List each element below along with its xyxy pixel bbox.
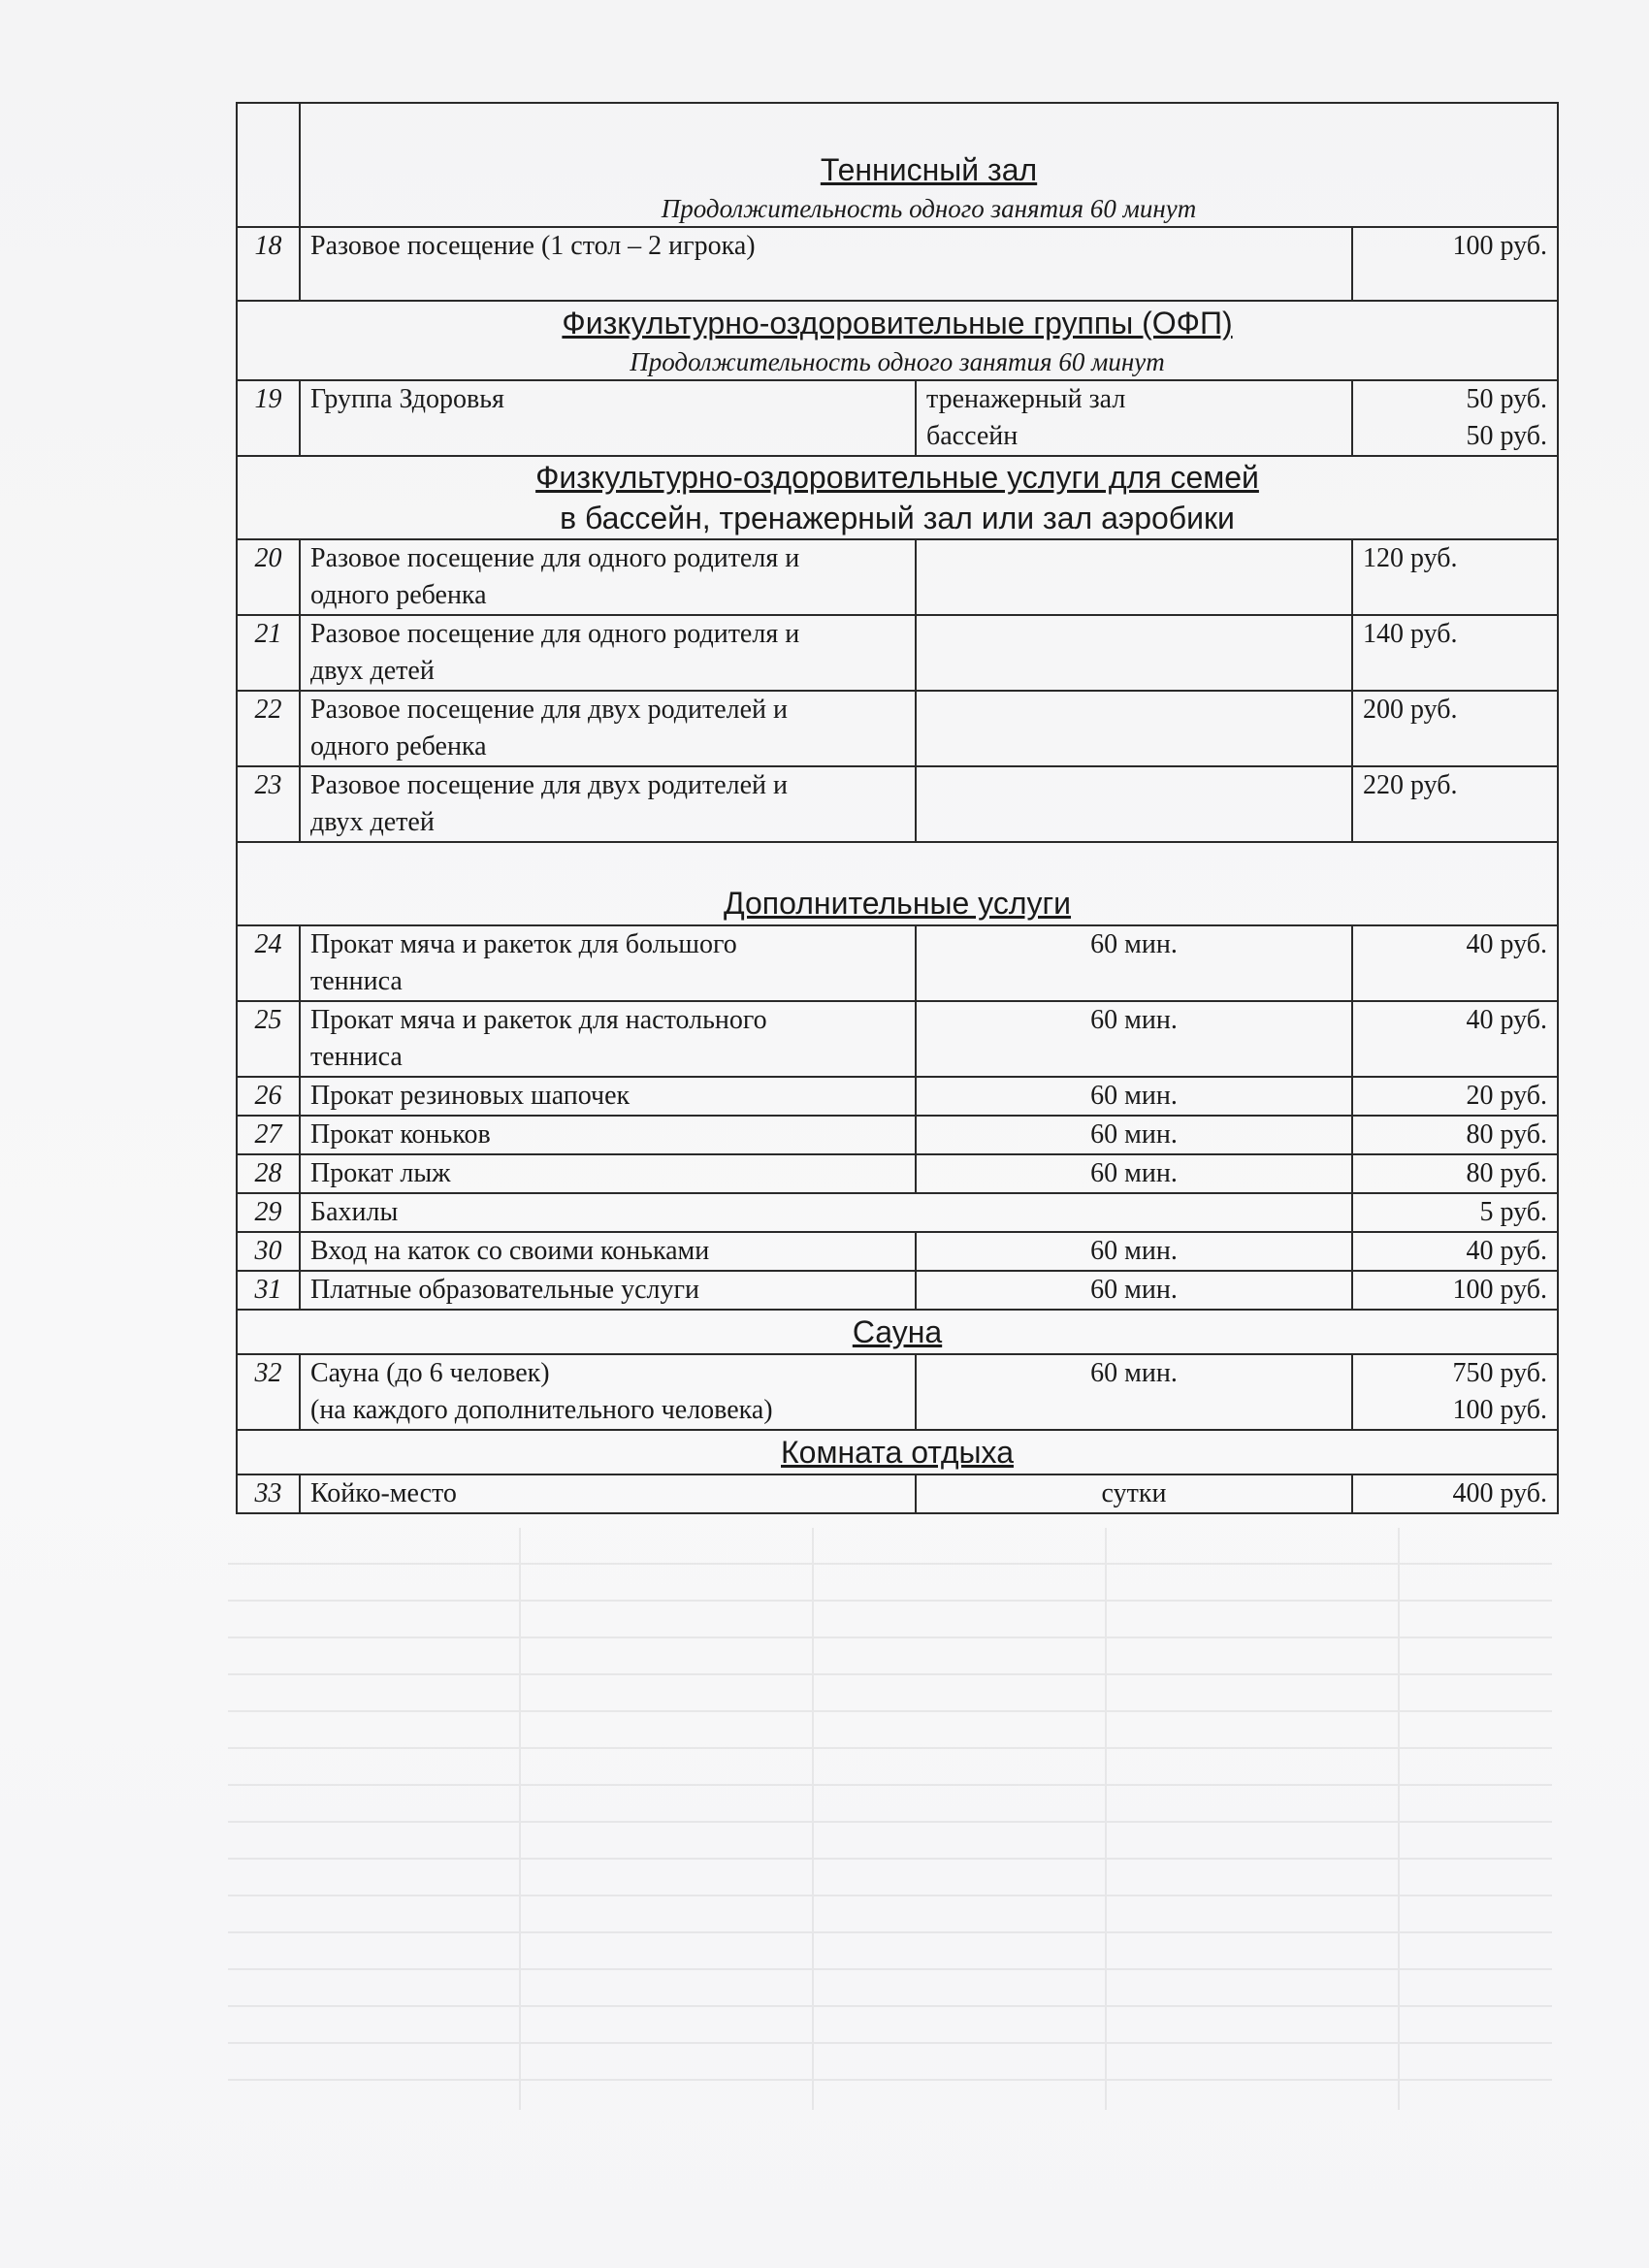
table-row [237,925,1558,1001]
section-ofp-header [237,301,1558,380]
service-unit: 60 мин. [916,925,1352,1001]
service-price: 100 руб. [1352,227,1558,301]
service-price: 80 руб. [1352,1154,1558,1193]
name-line: Прокат мяча и ракеток для настольного [310,1005,767,1035]
service-name: Койко-место [300,1474,916,1513]
service-unit [916,615,1352,691]
name-line: Разовое посещение для одного родителя и [310,543,800,573]
row-number: 32 [237,1354,300,1430]
row-number: 27 [237,1116,300,1154]
service-price: 120 руб. [1352,539,1558,615]
bleed-through-shadow [228,1528,1552,2110]
service-price [1352,1354,1558,1430]
service-name [300,1354,916,1430]
service-price: 80 руб. [1352,1116,1558,1154]
row-number: 24 [237,925,300,1001]
section-tennis [300,103,1558,227]
name-line: двух детей [310,656,435,686]
row-number: 23 [237,766,300,842]
table-row [237,615,1558,691]
service-unit: 60 мин. [916,1232,1352,1271]
unit-line: бассейн [926,421,1018,451]
service-name [300,615,916,691]
name-line: двух детей [310,807,435,837]
service-name: Бахилы [300,1193,1352,1232]
service-unit: 60 мин. [916,1001,1352,1077]
service-price: 40 руб. [1352,1001,1558,1077]
section-num-empty [237,103,300,227]
section-sauna [237,1310,1558,1354]
row-number: 33 [237,1474,300,1513]
row-number: 25 [237,1001,300,1077]
name-line: тенниса [310,1042,403,1072]
name-line: Разовое посещение для одного родителя и [310,619,800,649]
name-line: (на каждого дополнительного человека) [310,1395,773,1425]
name-line: Прокат мяча и ракеток для большого [310,929,737,959]
section-note: Продолжительность одного занятия 60 минут [661,194,1197,223]
service-name [300,539,916,615]
table-row [237,1474,1558,1513]
section-family-header [237,456,1558,539]
price-line: 750 руб. [1452,1358,1547,1388]
section-sauna-header [237,1310,1558,1354]
section-tennis-header [237,103,1558,227]
table-row [237,691,1558,766]
table-row [237,380,1558,456]
price-list-table [236,102,1559,1514]
name-line: Сауна (до 6 человек) [310,1358,550,1388]
table-row [237,1154,1558,1193]
service-price: 5 руб. [1352,1193,1558,1232]
price-line: 100 руб. [1452,1395,1547,1425]
service-unit [916,380,1352,456]
row-number: 30 [237,1232,300,1271]
name-line: одного ребенка [310,580,487,610]
service-unit: 60 мин. [916,1077,1352,1116]
table-row [237,1116,1558,1154]
service-unit: 60 мин. [916,1154,1352,1193]
table-row [237,1354,1558,1430]
section-title: Сауна [852,1314,943,1349]
table-row [237,227,1558,301]
name-line: Разовое посещение для двух родителей и [310,770,789,800]
service-name: Разовое посещение (1 стол – 2 игрока) [300,227,1352,301]
table-row [237,766,1558,842]
service-unit: 60 мин. [916,1116,1352,1154]
row-number: 21 [237,615,300,691]
section-rest-header [237,1430,1558,1474]
section-rest [237,1430,1558,1474]
row-number: 22 [237,691,300,766]
row-number: 18 [237,227,300,301]
service-price: 100 руб. [1352,1271,1558,1310]
service-name: Прокат лыж [300,1154,916,1193]
name-line: Разовое посещение для двух родителей и [310,695,789,725]
service-unit: 60 мин. [916,1354,1352,1430]
section-title: Теннисный зал [820,152,1038,187]
name-line: одного ребенка [310,731,487,761]
section-title: Физкультурно-оздоровительные услуги для семей [535,460,1259,495]
service-name: Группа Здоровья [300,380,916,456]
section-family [237,456,1558,539]
table-row [237,1232,1558,1271]
table-row [237,1077,1558,1116]
service-price: 200 руб. [1352,691,1558,766]
section-title: Комната отдыха [781,1435,1014,1470]
service-name: Платные образовательные услуги [300,1271,916,1310]
row-number: 28 [237,1154,300,1193]
section-note: Продолжительность одного занятия 60 минут [630,347,1165,376]
row-number: 20 [237,539,300,615]
service-price: 20 руб. [1352,1077,1558,1116]
section-extra-header [237,842,1558,925]
section-extra [237,842,1558,925]
service-unit: 60 мин. [916,1271,1352,1310]
service-name: Прокат коньков [300,1116,916,1154]
service-name: Прокат резиновых шапочек [300,1077,916,1116]
section-title: Дополнительные услуги [723,886,1072,921]
service-name [300,925,916,1001]
service-unit [916,691,1352,766]
service-price: 40 руб. [1352,925,1558,1001]
price-line: 50 руб. [1466,384,1547,414]
service-price: 40 руб. [1352,1232,1558,1271]
row-number: 26 [237,1077,300,1116]
section-title: Физкультурно-оздоровительные группы (ОФП) [562,306,1233,340]
section-subtitle: в бассейн, тренажерный зал или зал аэробики [560,501,1235,535]
table-row [237,1001,1558,1077]
service-price: 140 руб. [1352,615,1558,691]
service-name [300,691,916,766]
service-unit [916,539,1352,615]
table-row [237,1193,1558,1232]
unit-line: тренажерный зал [926,384,1126,414]
service-price: 400 руб. [1352,1474,1558,1513]
service-unit [916,766,1352,842]
name-line: тенниса [310,966,403,996]
price-line: 50 руб. [1466,421,1547,451]
service-name: Вход на каток со своими коньками [300,1232,916,1271]
service-price: 220 руб. [1352,766,1558,842]
row-number: 29 [237,1193,300,1232]
table-row [237,1271,1558,1310]
service-name [300,1001,916,1077]
row-number: 31 [237,1271,300,1310]
table-row [237,539,1558,615]
service-unit: сутки [916,1474,1352,1513]
section-ofp [237,301,1558,380]
service-price [1352,380,1558,456]
service-name [300,766,916,842]
row-number: 19 [237,380,300,456]
